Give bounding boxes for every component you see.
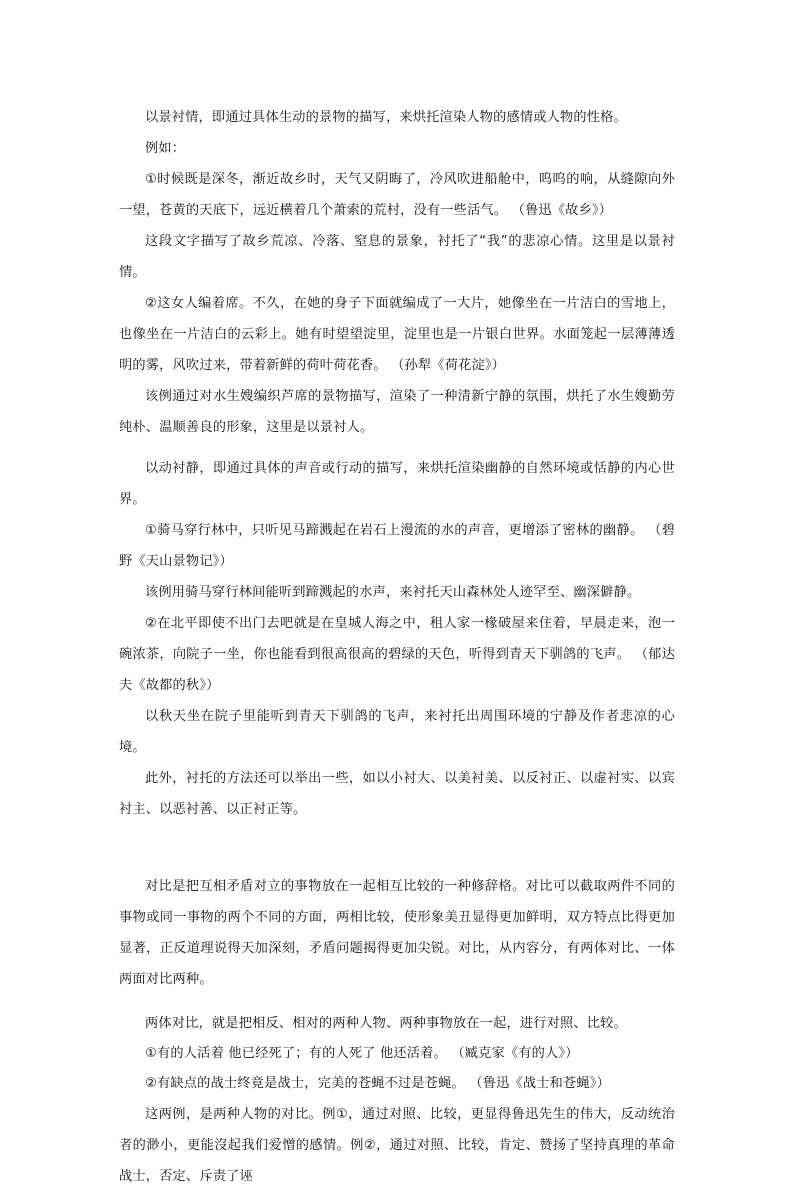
example-label: 例如：	[145, 141, 186, 156]
document-body	[119, 102, 675, 1192]
section1-example-2-note: 该例通过对水生嫂编织芦席的景物描写，渲染了一种清新宁静的氛围，烘托了水生嫂勤劳纯朴、温顺善良的形象，这里是以景衬人。	[119, 389, 675, 435]
section2-closing: 此外，衬托的方法还可以举出一些，如以小衬大、以美衬美、以反衬正、以虚衬实、以宾衬主、以恶衬善、以正衬正等。	[119, 771, 675, 817]
section3-example-1: ①有的人活着 他已经死了；有的人死了 他还活着。 （臧克家《有的人》）	[145, 1046, 579, 1061]
section3-example-2: ②有缺点的战士终竟是战士，完美的苍蝇不过是苍蝇。 （鲁迅《战士和苍蝇》）	[145, 1076, 610, 1091]
spacer	[119, 443, 675, 453]
section2-example-2-note: 以秋天坐在院子里能听到青天下驯鸽的飞声，来衬托出周围环境的宁静及作者悲凉的心境。	[119, 709, 675, 755]
section2-example-2: ②在北平即使不出门去吧就是在皇城人海之中，租人家一椽破屋来住着，早晨走来，泡一碗浓茶，向院子一坐，你也能看到很高很高的碧绿的天色，听得到青天下驯鸽的飞声。 （郁达夫《故都的秋》）	[119, 616, 675, 693]
section3-intro: 对比是把互相矛盾对立的事物放在一起相互比较的一种修辞格。对比可以截取两件不同的事物或同一事物的两个不同的方面，两相比较，使形象美丑显得更加鲜明，双方特点比得更加显著，正反道理说得天加深刻，矛盾问题揭得更加尖锐。对比，从内容分，有两体对比、一体两面对比两种。	[119, 879, 675, 987]
section1-example-2: ②这女人编着席。不久，在她的身子下面就编成了一大片，她像坐在一片洁白的雪地上，也像坐在一片洁白的云彩上。她有时望望淀里，淀里也是一片银白世界。水面笼起一层薄薄透明的雾，风吹过来，带着新鲜的荷叶荷花香。 （孙犁《荷花淀》）	[119, 296, 675, 373]
section1-example-1-note: 这段文字描写了故乡荒凉、冷落、窒息的景象，衬托了“我”的悲凉心情。这里是以景衬情。	[119, 234, 675, 280]
section3-note: 这两例，是两种人物的对比。例①，通过对照、比较，更显得鲁迅先生的伟大，反动统治者的渺小，更能沒起我们爱憎的感情。例②，通过对照、比较，肯定、赞扬了坚持真理的革命战士，否定、斥责了诬	[119, 1107, 675, 1184]
section1-intro: 以景衬情，即通过具体生动的景物的描写，来烘托渲染人物的感情或人物的性格。	[145, 110, 627, 125]
section2-intro: 以动衬静，即通过具体的声音或行动的描写，来烘托渲染幽静的自然环境或恬静的内心世界。	[119, 461, 675, 507]
spacer	[119, 995, 675, 1009]
section1-example-1: ①时候既是深冬，渐近故乡时，天气又阴晦了，冷风吹进船舱中，呜呜的响，从缝隙向外一望，苍黄的天底下，远近横着几个萧索的荒村，没有一些活气。 （鲁迅《故乡》）	[119, 172, 675, 218]
spacer	[119, 825, 675, 871]
section2-example-1: ①骑马穿行林中，只听见马蹄溅起在岩石上漫流的水的声音，更增添了密林的幽静。 （碧野《天山景物记》）	[119, 523, 675, 569]
section3-definition: 两体对比，就是把相反、相对的两种人物、两种事物放在一起，进行对照、比较。	[145, 1016, 627, 1031]
section2-example-1-note: 该例用骑马穿行林间能听到蹄溅起的水声，来衬托天山森林处人迹罕至、幽深僻静。	[145, 585, 641, 600]
